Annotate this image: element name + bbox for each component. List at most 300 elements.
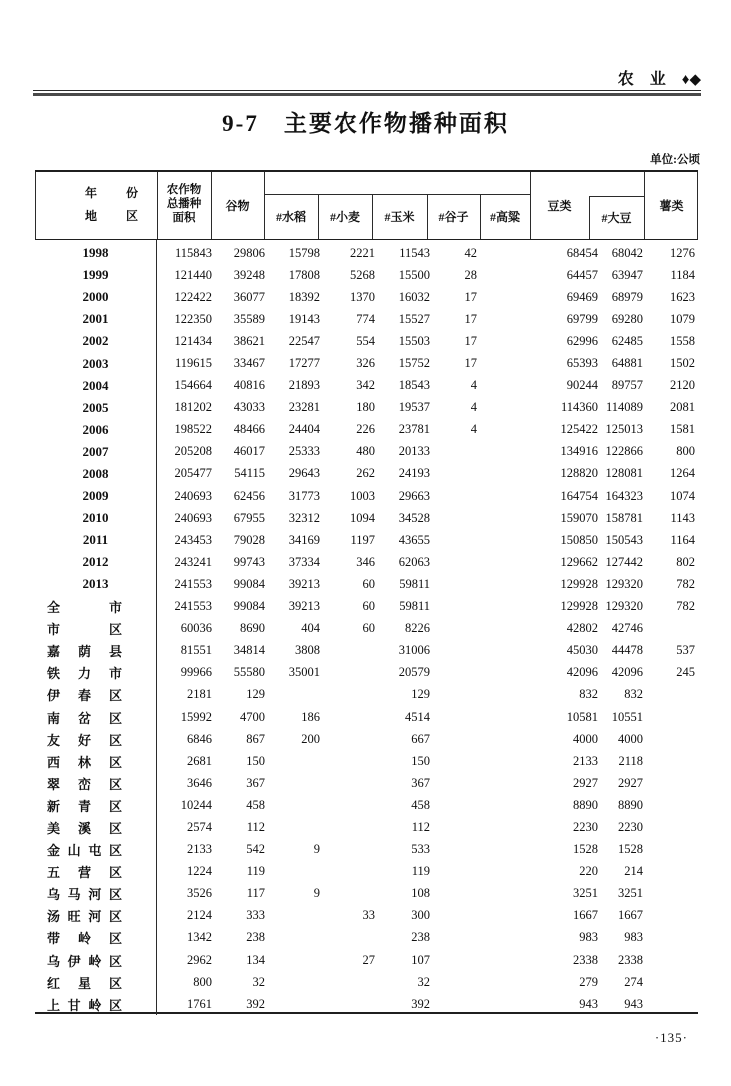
cell-beans: 1667 bbox=[573, 908, 598, 923]
cell-soybean: 2118 bbox=[618, 753, 643, 768]
cell-cereals: 458 bbox=[246, 797, 265, 812]
cell-total-sown-area: 10244 bbox=[180, 797, 212, 812]
region-label bbox=[47, 862, 122, 881]
table-row bbox=[35, 750, 698, 772]
cell-tubers: 1276 bbox=[670, 245, 695, 260]
region-label bbox=[47, 774, 122, 793]
label-char: 区 bbox=[108, 820, 122, 836]
row-label: 2003 bbox=[82, 355, 109, 371]
cell-cereals: 134 bbox=[246, 952, 265, 967]
cell-rice: 9 bbox=[313, 886, 320, 901]
cell-rice: 39213 bbox=[288, 599, 320, 614]
label-char: 铁 bbox=[47, 666, 61, 682]
cell-tubers: 1079 bbox=[670, 311, 695, 326]
cell-beans: 943 bbox=[579, 996, 598, 1011]
cell-cereals: 333 bbox=[246, 908, 265, 923]
cell-beans: 983 bbox=[579, 930, 598, 945]
label-char: 份 bbox=[125, 186, 138, 200]
cell-cereals: 129 bbox=[246, 687, 265, 702]
cell-wheat: 60 bbox=[362, 576, 375, 591]
table-row bbox=[35, 419, 698, 441]
cell-cereals: 40816 bbox=[233, 378, 265, 393]
cell-total-sown-area: 241553 bbox=[174, 599, 212, 614]
region-label bbox=[47, 973, 122, 992]
cell-tubers: 1581 bbox=[670, 422, 695, 437]
table-row bbox=[35, 839, 698, 861]
cell-soybean: 2230 bbox=[618, 819, 643, 834]
cell-corn: 4514 bbox=[405, 709, 430, 724]
cell-beans: 129928 bbox=[560, 599, 598, 614]
label-char: 屯 bbox=[88, 843, 102, 859]
table-row bbox=[35, 596, 698, 618]
cell-wheat: 226 bbox=[356, 422, 375, 437]
cell-wheat: 774 bbox=[356, 311, 375, 326]
label-char: 营 bbox=[77, 865, 91, 881]
label-char: 区 bbox=[108, 887, 122, 903]
cell-rice: 19143 bbox=[288, 311, 320, 326]
cell-soybean: 1667 bbox=[618, 908, 643, 923]
cell-total-sown-area: 3526 bbox=[187, 886, 212, 901]
header-wheat: #小麦 bbox=[329, 210, 360, 224]
label-char: 上 bbox=[47, 997, 61, 1013]
cell-corn: 238 bbox=[411, 930, 430, 945]
label-char: 岭 bbox=[77, 931, 91, 947]
cell-corn: 16032 bbox=[398, 289, 430, 304]
cell-millet: 28 bbox=[464, 267, 477, 282]
region-label bbox=[47, 951, 122, 970]
row-label bbox=[35, 774, 156, 793]
cell-cereals: 35589 bbox=[233, 311, 265, 326]
cell-cereals: 39248 bbox=[233, 267, 265, 282]
label-char: 嘉 bbox=[47, 644, 61, 660]
cell-corn: 129 bbox=[411, 687, 430, 702]
cell-beans: 114360 bbox=[560, 400, 598, 415]
cell-beans: 129662 bbox=[560, 554, 598, 569]
cell-rice: 3808 bbox=[295, 643, 320, 658]
cell-corn: 19537 bbox=[398, 400, 430, 415]
table-row bbox=[35, 352, 698, 374]
cell-beans: 90244 bbox=[566, 378, 598, 393]
header-year-region bbox=[36, 172, 157, 239]
cell-total-sown-area: 800 bbox=[193, 974, 212, 989]
cell-rice: 37334 bbox=[288, 554, 320, 569]
cell-cereals: 119 bbox=[246, 864, 265, 879]
row-label: 2001 bbox=[82, 311, 109, 327]
cell-corn: 15500 bbox=[398, 267, 430, 282]
label-char: 汤 bbox=[47, 909, 61, 925]
header-total-sown-area bbox=[157, 172, 211, 239]
region-label bbox=[47, 708, 122, 727]
cell-millet: 17 bbox=[464, 333, 477, 348]
table-row bbox=[35, 463, 698, 485]
cell-soybean: 158781 bbox=[605, 510, 643, 525]
region-label bbox=[47, 884, 122, 903]
cell-soybean: 150543 bbox=[605, 532, 643, 547]
label-char: 红 bbox=[47, 975, 61, 991]
cell-total-sown-area: 1342 bbox=[187, 930, 212, 945]
table-row bbox=[35, 286, 698, 308]
row-label: 2005 bbox=[82, 399, 109, 415]
row-label: 2008 bbox=[82, 465, 109, 481]
cell-cereals: 542 bbox=[246, 842, 265, 857]
cell-corn: 11543 bbox=[399, 245, 430, 260]
body-column-divider bbox=[156, 240, 157, 1015]
cell-beans: 128820 bbox=[560, 466, 598, 481]
cell-millet: 17 bbox=[464, 311, 477, 326]
region-label bbox=[47, 906, 122, 925]
cell-wheat: 2221 bbox=[350, 245, 375, 260]
label-char: 旺 bbox=[67, 909, 81, 925]
cell-corn: 20579 bbox=[398, 665, 430, 680]
cell-cereals: 867 bbox=[246, 731, 265, 746]
row-label: 2010 bbox=[82, 510, 109, 526]
label-char: 河 bbox=[88, 887, 102, 903]
label-char: 金 bbox=[47, 843, 61, 859]
cell-soybean: 274 bbox=[624, 974, 643, 989]
cell-wheat: 180 bbox=[356, 400, 375, 415]
region-label bbox=[47, 818, 122, 837]
table-row bbox=[35, 441, 698, 463]
label-char: 新 bbox=[47, 798, 61, 814]
cell-rice: 15798 bbox=[288, 245, 320, 260]
region-label bbox=[47, 752, 122, 771]
row-label bbox=[35, 708, 156, 727]
row-label: 2000 bbox=[82, 289, 109, 305]
cell-corn: 18543 bbox=[398, 378, 430, 393]
cell-beans: 69799 bbox=[566, 311, 598, 326]
row-label bbox=[35, 752, 156, 771]
cell-beans: 134916 bbox=[560, 444, 598, 459]
cell-beans: 45030 bbox=[566, 643, 598, 658]
cell-total-sown-area: 2133 bbox=[187, 842, 212, 857]
row-label bbox=[35, 796, 156, 815]
cell-corn: 112 bbox=[411, 819, 430, 834]
cell-beans: 65393 bbox=[566, 356, 598, 371]
cell-beans: 832 bbox=[579, 687, 598, 702]
cell-rice: 9 bbox=[313, 842, 320, 857]
cell-rice: 23281 bbox=[288, 400, 320, 415]
table-row bbox=[35, 794, 698, 816]
cell-cereals: 46017 bbox=[233, 444, 265, 459]
cell-soybean: 122866 bbox=[605, 444, 643, 459]
table-row bbox=[35, 861, 698, 883]
label-char: 南 bbox=[47, 710, 61, 726]
cell-cereals: 29806 bbox=[233, 245, 265, 260]
label-char: 县 bbox=[108, 644, 122, 660]
cell-beans: 164754 bbox=[560, 488, 598, 503]
cell-tubers: 782 bbox=[676, 599, 695, 614]
cell-soybean: 64881 bbox=[611, 356, 643, 371]
label-char: 甘 bbox=[67, 997, 81, 1013]
cell-beans: 2927 bbox=[573, 775, 598, 790]
cell-millet: 4 bbox=[470, 400, 477, 415]
cell-tubers: 2081 bbox=[670, 400, 695, 415]
cell-total-sown-area: 115843 bbox=[174, 245, 212, 260]
label-char: 五 bbox=[47, 865, 61, 881]
label-char: 市 bbox=[108, 600, 122, 616]
cell-rice: 32312 bbox=[288, 510, 320, 525]
cell-beans: 125422 bbox=[560, 422, 598, 437]
row-label bbox=[35, 840, 156, 859]
cell-corn: 367 bbox=[411, 775, 430, 790]
cell-rice: 22547 bbox=[288, 333, 320, 348]
cell-soybean: 42096 bbox=[611, 665, 643, 680]
table-row bbox=[35, 573, 698, 595]
label-char: 区 bbox=[108, 865, 122, 881]
cell-beans: 2133 bbox=[573, 753, 598, 768]
table-row bbox=[35, 618, 698, 640]
cell-beans: 64457 bbox=[566, 267, 598, 282]
cell-cereals: 4700 bbox=[240, 709, 265, 724]
cell-wheat: 342 bbox=[356, 378, 375, 393]
cell-soybean: 114089 bbox=[605, 400, 643, 415]
region-label bbox=[47, 641, 122, 660]
cell-millet: 4 bbox=[470, 422, 477, 437]
cell-rice: 186 bbox=[301, 709, 320, 724]
cell-total-sown-area: 2124 bbox=[187, 908, 212, 923]
cell-tubers: 1184 bbox=[670, 267, 695, 282]
cell-rice: 31773 bbox=[288, 488, 320, 503]
cell-rice: 17808 bbox=[288, 267, 320, 282]
row-label: 2012 bbox=[82, 554, 109, 570]
label-char: 带 bbox=[47, 931, 61, 947]
table-row bbox=[35, 883, 698, 905]
row-label: 1998 bbox=[82, 245, 109, 261]
cell-soybean: 3251 bbox=[618, 886, 643, 901]
cell-soybean: 129320 bbox=[605, 599, 643, 614]
header-corn: #玉米 bbox=[384, 210, 415, 224]
cell-cereals: 150 bbox=[246, 753, 265, 768]
label-char: 区 bbox=[108, 688, 122, 704]
cell-total-sown-area: 205477 bbox=[174, 466, 212, 481]
table-row bbox=[35, 905, 698, 927]
cell-soybean: 44478 bbox=[611, 643, 643, 658]
cell-corn: 107 bbox=[411, 952, 430, 967]
row-label bbox=[35, 685, 156, 704]
cell-total-sown-area: 6846 bbox=[187, 731, 212, 746]
label-char: 区 bbox=[108, 710, 122, 726]
cell-tubers: 1264 bbox=[670, 466, 695, 481]
cell-soybean: 68979 bbox=[611, 289, 643, 304]
table-row bbox=[35, 551, 698, 573]
cell-millet: 17 bbox=[464, 356, 477, 371]
cell-total-sown-area: 1761 bbox=[187, 996, 212, 1011]
cell-cereals: 62456 bbox=[233, 488, 265, 503]
cell-soybean: 2338 bbox=[618, 952, 643, 967]
region-label bbox=[47, 840, 122, 859]
cell-corn: 119 bbox=[411, 864, 430, 879]
label-char: 区 bbox=[108, 997, 122, 1013]
label-char: 岭 bbox=[88, 953, 102, 969]
label-char: 星 bbox=[77, 975, 91, 991]
cell-wheat: 1003 bbox=[350, 488, 375, 503]
table-row bbox=[35, 375, 698, 397]
cell-cereals: 79028 bbox=[233, 532, 265, 547]
row-label bbox=[35, 862, 156, 881]
region-label bbox=[47, 928, 122, 947]
label-char: 区 bbox=[108, 622, 122, 638]
region-label bbox=[47, 619, 122, 638]
cell-cereals: 117 bbox=[246, 886, 265, 901]
cell-soybean: 8890 bbox=[618, 797, 643, 812]
label-char: 林 bbox=[77, 754, 91, 770]
cell-soybean: 832 bbox=[624, 687, 643, 702]
cell-millet: 42 bbox=[464, 245, 477, 260]
cell-total-sown-area: 198522 bbox=[174, 422, 212, 437]
diamond-marks-icon: ♦◆ bbox=[681, 72, 701, 88]
cell-corn: 15503 bbox=[398, 333, 430, 348]
region-label bbox=[47, 796, 122, 815]
label-char: 市 bbox=[108, 666, 122, 682]
cell-wheat: 60 bbox=[362, 599, 375, 614]
header-beans: 豆类 bbox=[547, 199, 572, 213]
row-label bbox=[35, 973, 156, 992]
cell-soybean: 63947 bbox=[611, 267, 643, 282]
label-char: 岭 bbox=[88, 997, 102, 1013]
header-rice: #水稻 bbox=[275, 210, 306, 224]
cell-total-sown-area: 241553 bbox=[174, 576, 212, 591]
label-char: 区 bbox=[108, 754, 122, 770]
cell-corn: 533 bbox=[411, 842, 430, 857]
cell-tubers: 245 bbox=[676, 665, 695, 680]
label-char: 区 bbox=[108, 732, 122, 748]
cell-wheat: 1094 bbox=[350, 510, 375, 525]
cell-wheat: 326 bbox=[356, 356, 375, 371]
table-row bbox=[35, 529, 698, 551]
cell-total-sown-area: 1224 bbox=[187, 864, 212, 879]
cell-rice: 200 bbox=[301, 731, 320, 746]
cell-tubers: 2120 bbox=[670, 378, 695, 393]
cell-wheat: 554 bbox=[356, 333, 375, 348]
cell-soybean: 214 bbox=[624, 864, 643, 879]
header-millet: #谷子 bbox=[438, 210, 469, 224]
cell-total-sown-area: 122350 bbox=[174, 311, 212, 326]
cell-cereals: 112 bbox=[246, 819, 265, 834]
label-char: 峦 bbox=[77, 776, 91, 792]
cell-cereals: 33467 bbox=[233, 356, 265, 371]
cell-corn: 32 bbox=[417, 974, 430, 989]
cell-beans: 68454 bbox=[566, 245, 598, 260]
cell-corn: 15752 bbox=[398, 356, 430, 371]
label-char: 区 bbox=[108, 776, 122, 792]
row-label bbox=[35, 995, 156, 1014]
label-char: 翠 bbox=[47, 776, 61, 792]
cell-soybean: 4000 bbox=[618, 731, 643, 746]
region-label bbox=[47, 730, 122, 749]
cell-rice: 18392 bbox=[288, 289, 320, 304]
cell-total-sown-area: 205208 bbox=[174, 444, 212, 459]
cell-corn: 29663 bbox=[398, 488, 430, 503]
cell-corn: 392 bbox=[411, 996, 430, 1011]
label-char: 伊 bbox=[47, 688, 61, 704]
cell-millet: 17 bbox=[464, 289, 477, 304]
header-rule-thin bbox=[33, 90, 701, 91]
category-label: 农 业 bbox=[617, 71, 672, 88]
row-label bbox=[35, 818, 156, 837]
cell-beans: 2338 bbox=[573, 952, 598, 967]
row-label bbox=[35, 597, 156, 616]
label-char: 区 bbox=[108, 931, 122, 947]
table-row bbox=[35, 728, 698, 750]
label-char: 区 bbox=[108, 953, 122, 969]
crops-table bbox=[35, 170, 698, 1014]
label-char: 美 bbox=[47, 820, 61, 836]
page-title: 9-7 主要农作物播种面积 bbox=[222, 111, 509, 136]
cell-total-sown-area: 60036 bbox=[180, 621, 212, 636]
label-char: 区 bbox=[125, 209, 138, 223]
label-char: 山 bbox=[67, 843, 81, 859]
cell-tubers: 802 bbox=[676, 554, 695, 569]
label-char: 春 bbox=[77, 688, 91, 704]
label-char: 岔 bbox=[77, 710, 91, 726]
row-label bbox=[35, 641, 156, 660]
cell-corn: 31006 bbox=[398, 643, 430, 658]
cell-rice: 404 bbox=[301, 621, 320, 636]
cell-corn: 59811 bbox=[399, 576, 430, 591]
cell-corn: 458 bbox=[411, 797, 430, 812]
label-char: 溪 bbox=[77, 820, 91, 836]
cell-rice: 24404 bbox=[288, 422, 320, 437]
cell-cereals: 238 bbox=[246, 930, 265, 945]
row-label: 2006 bbox=[82, 421, 109, 437]
cell-rice: 39213 bbox=[288, 576, 320, 591]
cell-rice: 34169 bbox=[288, 532, 320, 547]
cell-total-sown-area: 181202 bbox=[174, 400, 212, 415]
cell-cereals: 48466 bbox=[233, 422, 265, 437]
label-char: 区 bbox=[108, 909, 122, 925]
table-row bbox=[35, 330, 698, 352]
cell-corn: 15527 bbox=[398, 311, 430, 326]
row-label: 2007 bbox=[82, 443, 109, 459]
label-char: 马 bbox=[67, 887, 81, 903]
cell-soybean: 129320 bbox=[605, 576, 643, 591]
cell-total-sown-area: 240693 bbox=[174, 488, 212, 503]
cell-beans: 42096 bbox=[566, 665, 598, 680]
table-row bbox=[35, 684, 698, 706]
cell-tubers: 1143 bbox=[670, 510, 695, 525]
cell-total-sown-area: 81551 bbox=[180, 643, 212, 658]
cell-wheat: 5268 bbox=[350, 267, 375, 282]
cell-wheat: 262 bbox=[356, 466, 375, 481]
header-cereals: 谷物 bbox=[225, 199, 250, 213]
table-row bbox=[35, 397, 698, 419]
cell-soybean: 127442 bbox=[605, 554, 643, 569]
cell-total-sown-area: 3646 bbox=[187, 775, 212, 790]
table-row bbox=[35, 772, 698, 794]
cell-soybean: 89757 bbox=[611, 378, 643, 393]
cell-corn: 43655 bbox=[398, 532, 430, 547]
cell-beans: 10581 bbox=[566, 709, 598, 724]
row-label: 2011 bbox=[82, 532, 109, 548]
label-char: 荫 bbox=[77, 644, 91, 660]
row-label bbox=[35, 730, 156, 749]
cell-beans: 62996 bbox=[566, 333, 598, 348]
header-sorghum: #高粱 bbox=[489, 210, 520, 224]
cell-cereals: 8690 bbox=[240, 621, 265, 636]
region-label bbox=[47, 597, 122, 616]
row-label: 2013 bbox=[82, 576, 109, 592]
cell-beans: 2230 bbox=[573, 819, 598, 834]
cell-beans: 129928 bbox=[560, 576, 598, 591]
table-row bbox=[35, 308, 698, 330]
cell-total-sown-area: 2962 bbox=[187, 952, 212, 967]
cell-beans: 150850 bbox=[560, 532, 598, 547]
row-label bbox=[35, 906, 156, 925]
category-banner bbox=[618, 66, 701, 89]
table-row bbox=[35, 927, 698, 949]
cell-beans: 279 bbox=[579, 974, 598, 989]
cell-soybean: 1528 bbox=[618, 842, 643, 857]
